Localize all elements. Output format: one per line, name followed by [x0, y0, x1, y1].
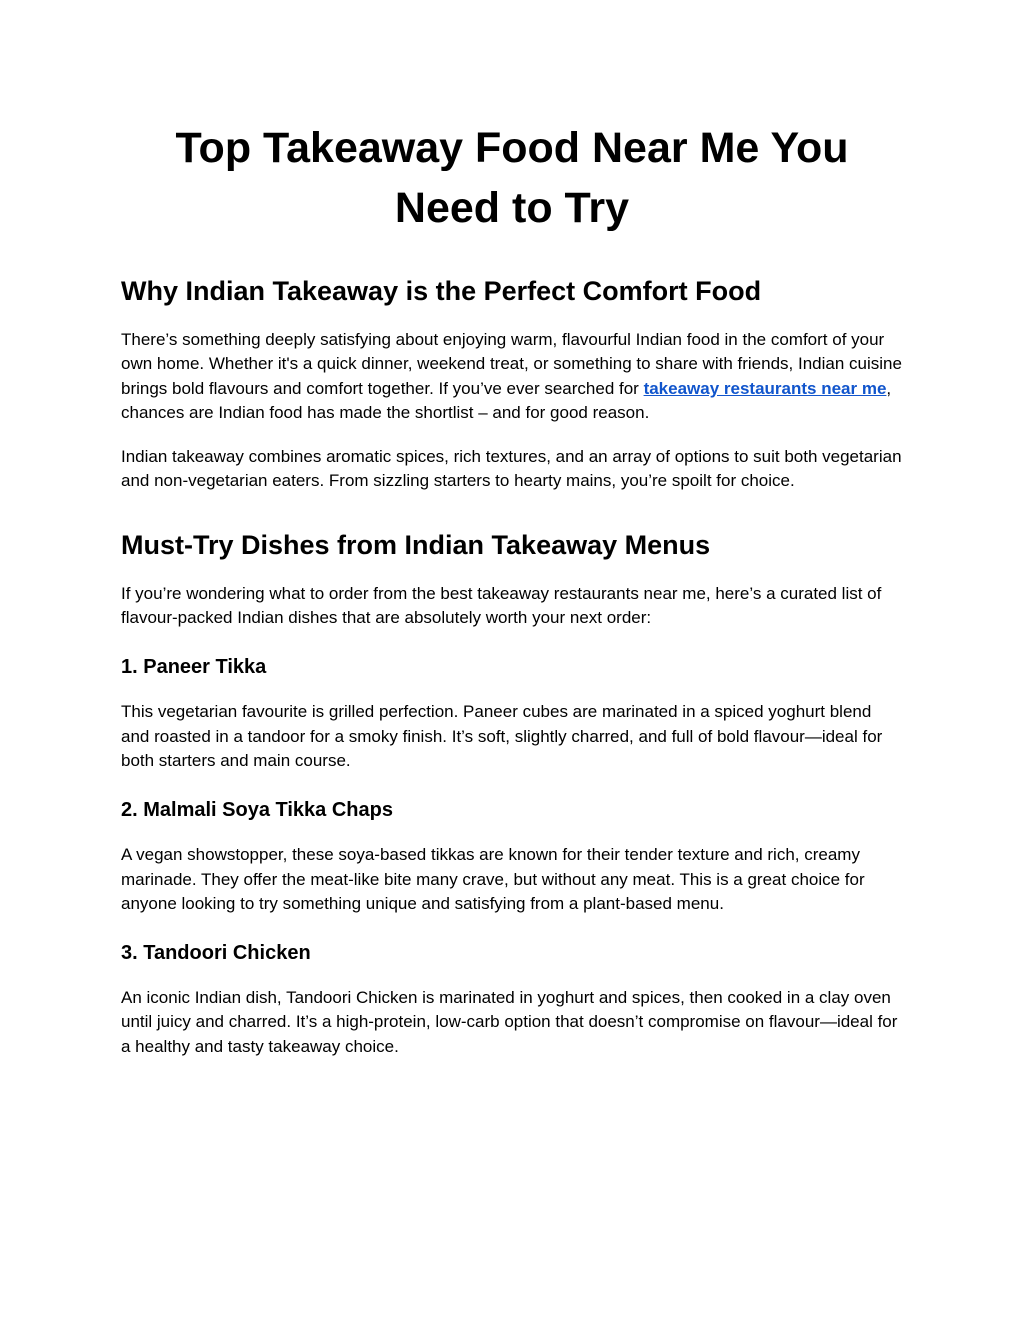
section-must-try-dishes [121, 528, 903, 1059]
dish-heading-paneer-tikka: 1. Paneer Tikka [121, 656, 267, 679]
dish-description: This vegetarian favourite is grilled perfection. Paneer cubes are marinated in a spiced yoghurt blend and roasted in a tandoor for a smoky finish. It’s soft, slightly charred, and full of bold flavour—ideal for both starters and main course. [121, 702, 883, 770]
paragraph: If you’re wondering what to order from the best takeaway restaurants near me, here’s a curated list of flavour-packed Indian dishes that are absolutely worth your next order: [121, 583, 882, 628]
section-heading: Must-Try Dishes from Indian Takeaway Menus [121, 529, 711, 560]
section-why-indian-takeaway [121, 274, 903, 494]
section-heading: Why Indian Takeaway is the Perfect Comfort Food [121, 276, 762, 306]
page-title: Top Takeaway Food Near Me You Need to Try [175, 124, 849, 232]
dish-description: A vegan showstopper, these soya-based tikkas are known for their tender texture and rich, creamy marinade. They offer the meat-like bite many crave, but without any meat. This is a great choice for anyone looking to try something unique and satisfying from a plant-based menu. [121, 845, 865, 913]
dish-heading-tandoori-chicken: 3. Tandoori Chicken [121, 942, 311, 965]
dish-heading-malmali-soya-tikka-chaps: 2. Malmali Soya Tikka Chaps [121, 799, 393, 822]
paragraph-text: There’s something deeply satisfying about enjoying warm, flavourful Indian food in the comfort of your own home. Whether it's a quick dinner, weekend treat, or something to share with friends, Indian cuisine brings bold flavours and comfort together. If you’ve ever searched for [121, 330, 902, 398]
paragraph-text: , chances are Indian food has made the shortlist – and for good reason. [121, 378, 892, 422]
paragraph [121, 328, 903, 425]
dish-description: An iconic Indian dish, Tandoori Chicken is marinated in yoghurt and spices, then cooked in a clay oven until juicy and charred. It’s a high-protein, low-carb option that doesn’t compromise on flavour—ideal for a healthy and tasty takeaway choice. [121, 988, 898, 1056]
paragraph: Indian takeaway combines aromatic spices, rich textures, and an array of options to suit both vegetarian and non-vegetarian eaters. From sizzling starters to hearty mains, you’re spoilt for choice. [121, 447, 902, 491]
takeaway-restaurants-link[interactable]: takeaway restaurants near me [643, 378, 887, 398]
